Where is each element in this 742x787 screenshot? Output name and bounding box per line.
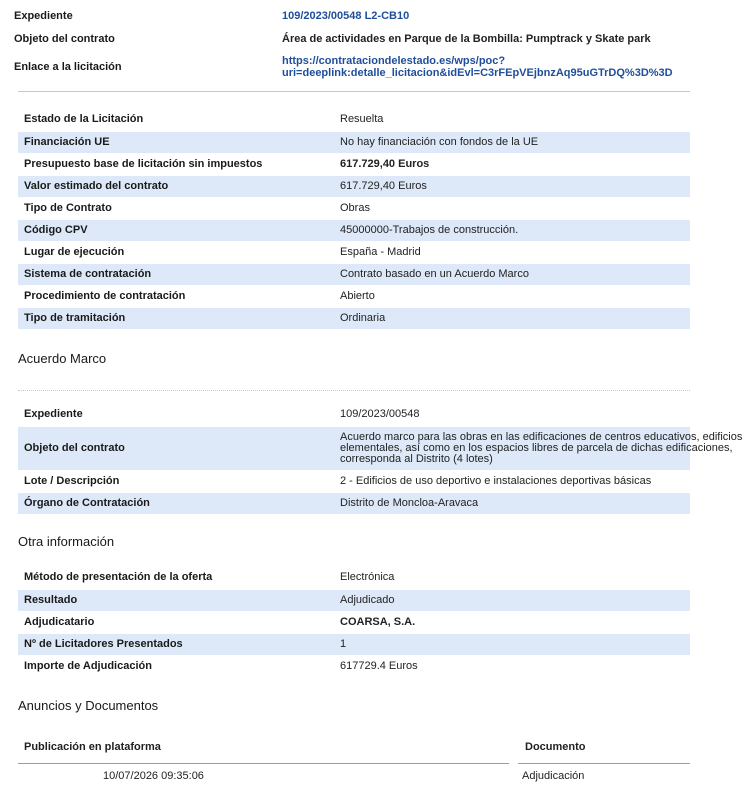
table-row [18, 767, 690, 787]
row-value: COARSA, S.A. [334, 611, 690, 633]
row-value: Electrónica [334, 567, 690, 589]
licitacion-table [18, 109, 690, 330]
acuerdo-marco-table [18, 404, 742, 515]
table-row [18, 611, 690, 633]
row-label: Objeto del contrato [18, 426, 334, 470]
row-value: Resuelta [334, 109, 690, 131]
row-label: Presupuesto base de licitación sin impuestos [18, 153, 334, 175]
row-label: Financiación UE [18, 131, 334, 153]
divider [18, 91, 690, 92]
table-row [18, 470, 690, 492]
objeto-marco-line2: elementales, así como en los espacios libres de parcela de dichas edificaciones, [340, 441, 733, 454]
row-value: Distrito de Moncloa-Aravaca [334, 492, 690, 514]
row-value: Obras [334, 197, 690, 219]
row-label: Resultado [18, 589, 334, 611]
column-header-documento[interactable]: Documento [525, 741, 586, 753]
row-label: Importe de Adjudicación [18, 655, 334, 677]
row-value: 617.729,40 Euros [334, 175, 690, 197]
table-row [18, 426, 690, 470]
divider [18, 763, 509, 764]
row-value: 2 - Edificios de uso deportivo e instalaciones deportivas básicas [334, 470, 690, 492]
table-row [18, 175, 690, 197]
expediente-label: Expediente [14, 10, 73, 22]
row-value: Contrato basado en un Acuerdo Marco [334, 263, 690, 285]
row-label: Órgano de Contratación [18, 492, 334, 514]
table-row [18, 492, 690, 514]
objeto-marco-line1: Acuerdo marco para las obras en las edificaciones de centros educativos, edificios [340, 430, 742, 443]
table-row [18, 263, 690, 285]
objeto-value: Área de actividades en Parque de la Bombilla: Pumptrack y Skate park [282, 33, 651, 45]
section-title-anuncios: Anuncios y Documentos [18, 698, 159, 713]
row-label: Expediente [18, 404, 334, 426]
column-header-publicacion[interactable]: Publicación en plataforma [24, 741, 161, 753]
row-label: Lote / Descripción [18, 470, 334, 492]
row-label: Procedimiento de contratación [18, 285, 334, 307]
table-row [18, 589, 690, 611]
document-link[interactable]: Adjudicación [522, 770, 585, 782]
objeto-marco-line3: corresponda al Distrito (4 lotes) [340, 452, 493, 465]
licitacion-link-line1: https://contrataciondelestado.es/wps/poc? [282, 55, 506, 67]
section-title-otra-informacion: Otra información [18, 534, 115, 549]
divider [518, 763, 690, 764]
row-label: Estado de la Licitación [18, 109, 334, 131]
row-value: No hay financiación con fondos de la UE [334, 131, 690, 153]
table-row [18, 241, 690, 263]
expediente-marco-link[interactable]: 109/2023/00548 [334, 404, 690, 426]
row-label: Adjudicatario [18, 611, 334, 633]
table-row [18, 567, 690, 589]
table-row [18, 109, 690, 131]
row-value: Adjudicado [334, 589, 690, 611]
row-value [334, 426, 742, 470]
table-row [18, 131, 690, 153]
row-value: Abierto [334, 285, 690, 307]
documents-table-header [18, 732, 690, 762]
licitacion-link[interactable] [282, 55, 673, 79]
expediente-link[interactable]: 109/2023/00548 L2-CB10 [282, 10, 410, 22]
row-label: Tipo de Contrato [18, 197, 334, 219]
row-value: España - Madrid [334, 241, 690, 263]
table-row [18, 153, 690, 175]
table-row [18, 285, 690, 307]
enlace-label: Enlace a la licitación [14, 61, 122, 73]
otra-informacion-table [18, 567, 690, 678]
objeto-label: Objeto del contrato [14, 33, 115, 45]
row-label: Código CPV [18, 219, 334, 241]
table-row [18, 655, 690, 677]
table-row [18, 633, 690, 655]
row-label: Tipo de tramitación [18, 307, 334, 329]
row-label: Lugar de ejecución [18, 241, 334, 263]
row-value: Ordinaria [334, 307, 690, 329]
row-label: Sistema de contratación [18, 263, 334, 285]
table-row [18, 197, 690, 219]
row-value: 617.729,40 Euros [334, 153, 690, 175]
section-title-acuerdo-marco: Acuerdo Marco [18, 351, 107, 366]
row-label: Valor estimado del contrato [18, 175, 334, 197]
publication-date: 10/07/2026 09:35:06 [103, 770, 204, 782]
row-value: 617729.4 Euros [334, 655, 690, 677]
table-row [18, 219, 690, 241]
row-value: 1 [334, 633, 690, 655]
row-label: Nº de Licitadores Presentados [18, 633, 334, 655]
licitacion-link-line2: uri=deeplink:detalle_licitacion&idEvl=C3rFEpVEjbnzAq95uGTrDQ%3D%3D [282, 67, 673, 79]
row-label: Método de presentación de la oferta [18, 567, 334, 589]
table-row [18, 307, 690, 329]
row-value: 45000000-Trabajos de construcción. [334, 219, 690, 241]
divider [18, 390, 690, 391]
table-row [18, 404, 690, 426]
